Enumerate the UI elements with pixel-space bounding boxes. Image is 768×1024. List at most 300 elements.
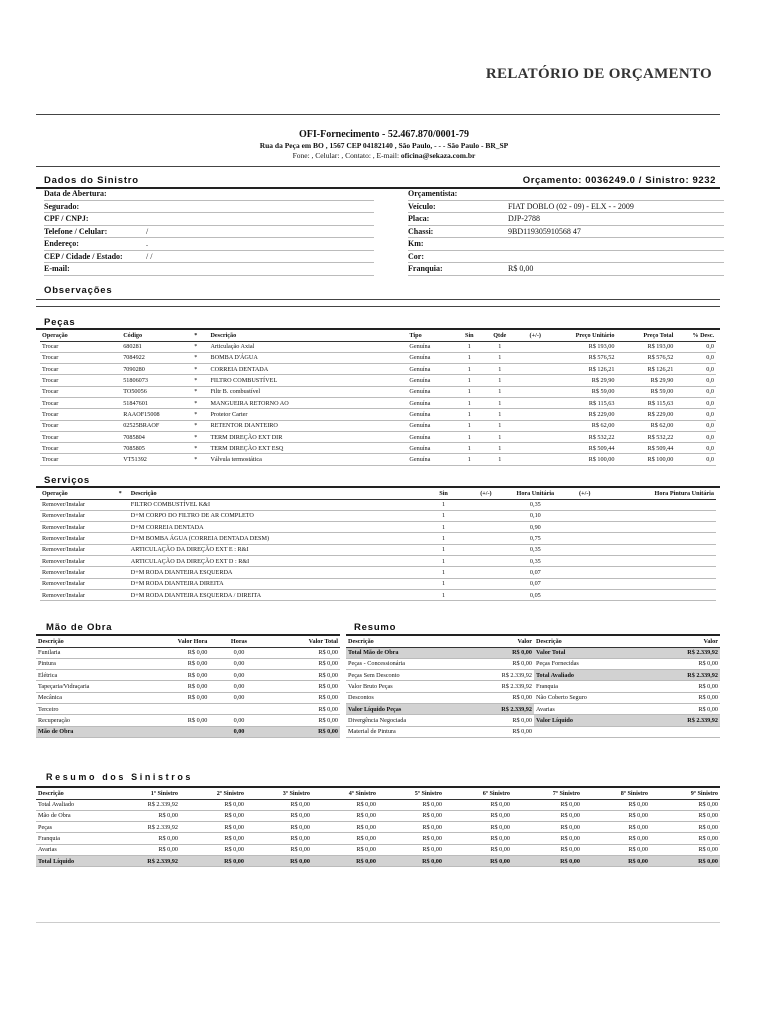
table-cell: R$ 0,00 (312, 822, 378, 833)
table-cell: 0,0 (675, 375, 716, 386)
table-cell (563, 567, 607, 578)
field-label: Cor: (408, 251, 424, 261)
table-cell: 0,10 (508, 510, 562, 521)
table-cell: 1 (454, 431, 484, 442)
table-cell: R$ 0,00 (378, 855, 444, 866)
table-cell: Divergência Negociada (346, 715, 450, 726)
table-cell: 1 (485, 409, 515, 420)
table-cell: 1 (485, 375, 515, 386)
table-cell: R$ 193,00 (556, 341, 617, 352)
table-cell: Trocar (40, 364, 121, 375)
table-cell: Não Coberto Seguro (534, 692, 632, 703)
table-cell: * (192, 341, 208, 352)
table-cell: R$ 0,00 (112, 844, 180, 855)
table-header-row (40, 330, 716, 341)
table-cell: R$ 0,00 (512, 855, 582, 866)
table-cell: VT51392 (121, 454, 192, 465)
table-cell: 1 (423, 522, 463, 533)
table-row (40, 443, 716, 454)
section-title-observacoes: Observações (44, 285, 113, 296)
table-cell: 1 (423, 589, 463, 600)
table-cell: R$ 2.339,92 (112, 855, 180, 866)
table-cell: D+M BOMBA ÁGUA (CORREIA DENTADA DESM) (129, 533, 424, 544)
table-cell: D+M RODA DIANTEIRA ESQUERDA / DIREITA (129, 589, 424, 600)
table-cell: R$ 0,00 (269, 681, 340, 692)
table-cell (607, 499, 716, 510)
field-label: Endereço: (44, 239, 79, 248)
field-label: Telefone / Celular: (44, 226, 108, 236)
table-row (40, 555, 716, 566)
table-cell: R$ 0,00 (444, 844, 512, 855)
table-cell (515, 431, 556, 442)
column-header: Hora Pintura Unitária (607, 488, 716, 499)
table-cell (117, 522, 129, 533)
table-header-row (36, 788, 720, 799)
table-cell: 1 (454, 397, 484, 408)
table-cell: R$ 0,00 (378, 844, 444, 855)
table-cell (464, 544, 508, 555)
table-cell: R$ 2.339,92 (112, 822, 180, 833)
table-cell: 1 (423, 567, 463, 578)
table-cell: R$ 0,00 (180, 855, 246, 866)
table-cell: Trocar (40, 409, 121, 420)
table-cell: R$ 229,00 (556, 409, 617, 420)
table-cell: RAAOF15008 (121, 409, 192, 420)
table-cell: 1 (485, 364, 515, 375)
field-label: Orçamentista: (408, 189, 458, 198)
table-cell (117, 510, 129, 521)
table-cell: TERM DIREÇÃO EXT ESQ (208, 443, 407, 454)
table-cell: BOMBA D'ÁGUA (208, 352, 407, 363)
column-header: * (117, 488, 129, 499)
table-cell: Trocar (40, 341, 121, 352)
table-cell: 0,75 (508, 533, 562, 544)
table-cell: D+M RODA DIANTEIRA DIREITA (129, 578, 424, 589)
column-header: Tipo (407, 330, 454, 341)
column-header: Descrição (36, 636, 134, 647)
table-cell: R$ 0,00 (134, 715, 209, 726)
table-cell: R$ 2.339,92 (632, 670, 720, 681)
field-row (44, 213, 374, 226)
table-cell: Pintura (36, 658, 134, 669)
table-cell: Remover/Instalar (40, 567, 117, 578)
column-header: 2º Sinistro (180, 788, 246, 799)
table-cell: Avarias (534, 703, 632, 714)
table-row (40, 375, 716, 386)
column-header: Descrição (208, 330, 407, 341)
report-title: RELATÓRIO DE ORÇAMENTO (485, 66, 712, 82)
table-cell: 0,00 (209, 692, 268, 703)
column-header: 3º Sinistro (246, 788, 312, 799)
table-cell: 0,35 (508, 544, 562, 555)
table-cell: R$ 0,00 (269, 647, 340, 658)
table-cell: 0,00 (209, 715, 268, 726)
table-cell: Funilaria (36, 647, 134, 658)
field-label: E-mail: (44, 264, 70, 273)
field-label: Chassi: (408, 226, 434, 236)
table-row (40, 397, 716, 408)
table-row (36, 681, 340, 692)
column-header: Valor Hora (134, 636, 209, 647)
field-row (408, 251, 724, 264)
table-cell: R$ 0,00 (134, 681, 209, 692)
table-cell: * (192, 364, 208, 375)
table-cell: Recuperação (36, 715, 134, 726)
table-cell: 7084922 (121, 352, 192, 363)
table-cell (515, 409, 556, 420)
table-cell: 1 (454, 352, 484, 363)
table-cell: Genuína (407, 454, 454, 465)
table-cell (117, 555, 129, 566)
table-cell: R$ 0,00 (134, 658, 209, 669)
table-cell: 0,00 (209, 658, 268, 669)
column-header: * (192, 330, 208, 341)
company-name: OFI-Fornecimento - 52.467.870/0001-79 (299, 129, 469, 140)
table-row (36, 692, 340, 703)
table-cell: 1 (454, 364, 484, 375)
table-cell: Peças Fornecidas (534, 658, 632, 669)
table-cell: R$ 0,00 (650, 822, 720, 833)
table-row (40, 431, 716, 442)
table-cell: Genuína (407, 364, 454, 375)
orcamento-sinistro-number: Orçamento: 0036249.0 / Sinistro: 9232 (522, 175, 716, 186)
table-cell: * (192, 454, 208, 465)
table-cell: Trocar (40, 443, 121, 454)
table-cell: R$ 0,00 (512, 833, 582, 844)
table-cell: Trocar (40, 375, 121, 386)
table-cell: Articulação Axial (208, 341, 407, 352)
table-cell: R$ 59,00 (556, 386, 617, 397)
table-cell: MANGUEIRA RETORNO AO (208, 397, 407, 408)
table-cell: 51806073 (121, 375, 192, 386)
table-cell (515, 375, 556, 386)
column-header: (+/-) (464, 488, 508, 499)
table-cell (563, 522, 607, 533)
table-cell: R$ 0,00 (269, 715, 340, 726)
table-cell (117, 544, 129, 555)
table-cell: 1 (485, 420, 515, 431)
section-title-sinistro: Dados do Sinistro (44, 175, 139, 186)
column-header: 6º Sinistro (444, 788, 512, 799)
field-label: Veículo: (408, 201, 436, 211)
footer-divider (36, 922, 720, 923)
table-cell: R$ 0,00 (582, 855, 650, 866)
table-cell: R$ 509,44 (556, 443, 617, 454)
table-cell: Total Líquido (36, 855, 112, 866)
column-header: Hora Unitária (508, 488, 562, 499)
table-cell: R$ 0,00 (112, 810, 180, 821)
table-cell: R$ 100,00 (556, 454, 617, 465)
table-cell: R$ 0,00 (246, 855, 312, 866)
table-cell: 0,0 (675, 420, 716, 431)
table-cell: R$ 0,00 (632, 703, 720, 714)
table-row (40, 341, 716, 352)
field-row (44, 238, 374, 251)
table-cell: Valor Líquido Peças (346, 703, 450, 714)
table-cell: Valor Líquido (534, 715, 632, 726)
table-cell (563, 510, 607, 521)
table-cell: * (192, 409, 208, 420)
table-cell: Remover/Instalar (40, 510, 117, 521)
pecas-table (40, 330, 716, 466)
table-cell (134, 703, 209, 714)
table-cell: R$ 115,63 (556, 397, 617, 408)
table-cell: Terceiro (36, 703, 134, 714)
table-row (40, 454, 716, 465)
table-cell: R$ 2.339,92 (450, 681, 534, 692)
table-row (346, 703, 720, 714)
table-cell: R$ 0,00 (650, 844, 720, 855)
table-cell: R$ 0,00 (246, 810, 312, 821)
table-cell: R$ 0,00 (582, 833, 650, 844)
table-cell: Avarias (36, 844, 112, 855)
field-value: / (146, 226, 149, 236)
table-cell: Valor Total (534, 647, 632, 658)
sinistro-left-fields (44, 188, 374, 276)
table-cell: Trocar (40, 352, 121, 363)
table-row (40, 420, 716, 431)
divider (36, 166, 720, 167)
table-cell (563, 578, 607, 589)
table-cell: * (192, 443, 208, 454)
column-header: 5º Sinistro (378, 788, 444, 799)
table-row (346, 681, 720, 692)
table-cell (464, 533, 508, 544)
table-cell (464, 578, 508, 589)
table-cell: R$ 2.339,92 (632, 647, 720, 658)
table-cell: R$ 0,00 (450, 692, 534, 703)
table-cell: Trocar (40, 420, 121, 431)
table-cell: RETENTOR DIANTEIRO (208, 420, 407, 431)
table-cell: R$ 0,00 (112, 833, 180, 844)
column-header: Sin (423, 488, 463, 499)
table-cell: 680281 (121, 341, 192, 352)
table-cell: Filtr B. combustível (208, 386, 407, 397)
table-cell: Franquia (36, 833, 112, 844)
table-cell: R$ 0,00 (650, 810, 720, 821)
table-cell: 1 (454, 341, 484, 352)
company-email[interactable]: oficina@sekaza.com.br (400, 151, 476, 160)
table-row (346, 715, 720, 726)
section-title-resumo: Resumo (354, 622, 397, 633)
section-title-resumo-sinistros: Resumo dos Sinistros (46, 772, 194, 782)
table-cell: R$ 0,00 (246, 799, 312, 810)
table-cell: R$ 0,00 (650, 799, 720, 810)
field-label: Data de Abertura: (44, 189, 107, 198)
table-row (36, 810, 720, 821)
table-cell: R$ 0,00 (269, 703, 340, 714)
table-cell: Genuína (407, 397, 454, 408)
sinistro-right-fields (408, 188, 724, 276)
table-cell: Peças - Concessionária (346, 658, 450, 669)
table-cell: Válvula termostática (208, 454, 407, 465)
table-cell: 1 (423, 533, 463, 544)
table-cell (464, 589, 508, 600)
table-cell: 1 (485, 454, 515, 465)
table-cell: Valor Bruto Peças (346, 681, 450, 692)
table-cell: 0,00 (209, 670, 268, 681)
company-contact (0, 151, 768, 160)
table-cell: Total Avaliado (534, 670, 632, 681)
field-label: Km: (408, 239, 424, 248)
table-cell: R$ 0,00 (582, 799, 650, 810)
table-cell: R$ 100,00 (616, 454, 675, 465)
table-cell: R$ 576,52 (616, 352, 675, 363)
table-cell: R$ 0,00 (650, 833, 720, 844)
table-cell: D+M RODA DIANTEIRA ESQUERDA (129, 567, 424, 578)
table-row (40, 352, 716, 363)
table-cell: 0,0 (675, 341, 716, 352)
table-row (346, 658, 720, 669)
field-row (44, 226, 374, 239)
table-cell: 0,00 (209, 726, 268, 737)
table-cell (515, 443, 556, 454)
table-cell: R$ 0,00 (632, 658, 720, 669)
table-cell: Trocar (40, 386, 121, 397)
table-row (36, 844, 720, 855)
table-cell: R$ 229,00 (616, 409, 675, 420)
table-cell: Trocar (40, 454, 121, 465)
table-cell: R$ 532,22 (556, 431, 617, 442)
table-cell (515, 352, 556, 363)
table-cell: R$ 2.339,92 (112, 799, 180, 810)
field-row (44, 201, 374, 214)
table-cell: R$ 115,63 (616, 397, 675, 408)
table-cell: Remover/Instalar (40, 555, 117, 566)
table-cell: R$ 2.339,92 (632, 715, 720, 726)
table-cell: R$ 0,00 (312, 833, 378, 844)
table-cell: 0,90 (508, 522, 562, 533)
table-cell: 1 (485, 341, 515, 352)
table-cell: 1 (454, 375, 484, 386)
table-cell: D+M CORREIA DENTADA (129, 522, 424, 533)
table-cell: 1 (423, 555, 463, 566)
table-cell: TO50056 (121, 386, 192, 397)
table-cell: Mão de Obra (36, 810, 112, 821)
field-row (44, 263, 374, 276)
table-cell: R$ 0,00 (450, 715, 534, 726)
table-cell: R$ 29,90 (616, 375, 675, 386)
table-cell: R$ 0,00 (134, 647, 209, 658)
field-row (408, 263, 724, 276)
table-row (36, 647, 340, 658)
field-value: 9BD119305910568 47 (508, 226, 581, 236)
field-value: FIAT DOBLO (02 - 09) - ELX - - 2009 (508, 201, 634, 211)
table-cell (607, 589, 716, 600)
table-cell: 1 (423, 499, 463, 510)
field-label: Franquia: (408, 264, 443, 273)
table-cell: 51847601 (121, 397, 192, 408)
table-cell: R$ 193,00 (616, 341, 675, 352)
table-cell: R$ 0,00 (650, 855, 720, 866)
table-cell: 0,05 (508, 589, 562, 600)
table-cell: R$ 0,00 (246, 822, 312, 833)
table-cell: R$ 532,22 (616, 431, 675, 442)
table-cell (607, 578, 716, 589)
table-cell: R$ 0,00 (312, 799, 378, 810)
table-cell: 0,0 (675, 386, 716, 397)
table-cell: R$ 29,90 (556, 375, 617, 386)
table-cell: 0,07 (508, 567, 562, 578)
table-row (40, 567, 716, 578)
table-row (36, 799, 720, 810)
column-header: Qtde (485, 330, 515, 341)
table-cell: FILTRO COMBUSTÍVEL (208, 375, 407, 386)
table-cell: R$ 62,00 (616, 420, 675, 431)
table-cell (117, 533, 129, 544)
table-cell: Genuína (407, 375, 454, 386)
table-cell: R$ 576,52 (556, 352, 617, 363)
table-row (40, 544, 716, 555)
table-cell (515, 454, 556, 465)
table-cell: Genuína (407, 420, 454, 431)
table-cell: 0,0 (675, 443, 716, 454)
table-cell: Genuína (407, 409, 454, 420)
table-cell: * (192, 397, 208, 408)
table-cell: Trocar (40, 397, 121, 408)
table-cell (534, 726, 632, 737)
column-header: Preço Unitário (556, 330, 617, 341)
table-cell: Protetor Carter (208, 409, 407, 420)
table-cell: 1 (454, 386, 484, 397)
column-header: Valor (450, 636, 534, 647)
table-row (346, 692, 720, 703)
table-cell (117, 578, 129, 589)
table-cell: R$ 0,00 (378, 822, 444, 833)
column-header: Operação (40, 330, 121, 341)
table-total-row (36, 855, 720, 866)
column-header: 1º Sinistro (112, 788, 180, 799)
column-header: Valor (632, 636, 720, 647)
column-header: Descrição (129, 488, 424, 499)
table-cell: R$ 0,00 (450, 647, 534, 658)
table-row (40, 589, 716, 600)
table-cell (117, 499, 129, 510)
section-title-pecas: Peças (44, 317, 76, 328)
field-value: R$ 0,00 (508, 264, 534, 273)
table-cell: Peças (36, 822, 112, 833)
table-cell: * (192, 431, 208, 442)
column-header: (+/-) (563, 488, 607, 499)
column-header: Valor Total (269, 636, 340, 647)
table-cell: R$ 126,21 (616, 364, 675, 375)
table-cell: 1 (423, 578, 463, 589)
table-cell: ARTICULAÇÃO DA DIREÇÃO EXT E : R&I (129, 544, 424, 555)
table-row (40, 386, 716, 397)
table-cell: R$ 0,00 (269, 658, 340, 669)
company-header (0, 129, 768, 160)
table-cell: Genuína (407, 341, 454, 352)
table-cell: R$ 0,00 (246, 844, 312, 855)
field-label: Segurado: (44, 201, 80, 211)
table-cell: Mecânica (36, 692, 134, 703)
table-cell (515, 341, 556, 352)
table-cell: 0,35 (508, 499, 562, 510)
column-header: Descrição (346, 636, 450, 647)
table-cell: Genuína (407, 352, 454, 363)
column-header: Descrição (534, 636, 632, 647)
table-cell: R$ 0,00 (180, 810, 246, 821)
table-cell: R$ 59,00 (616, 386, 675, 397)
table-cell (515, 420, 556, 431)
servicos-table (40, 488, 716, 601)
table-cell: R$ 0,00 (444, 822, 512, 833)
table-cell: 1 (485, 397, 515, 408)
table-cell: 0,00 (209, 681, 268, 692)
table-cell: 7090280 (121, 364, 192, 375)
table-cell: Total Mão de Obra (346, 647, 450, 658)
table-row (40, 499, 716, 510)
